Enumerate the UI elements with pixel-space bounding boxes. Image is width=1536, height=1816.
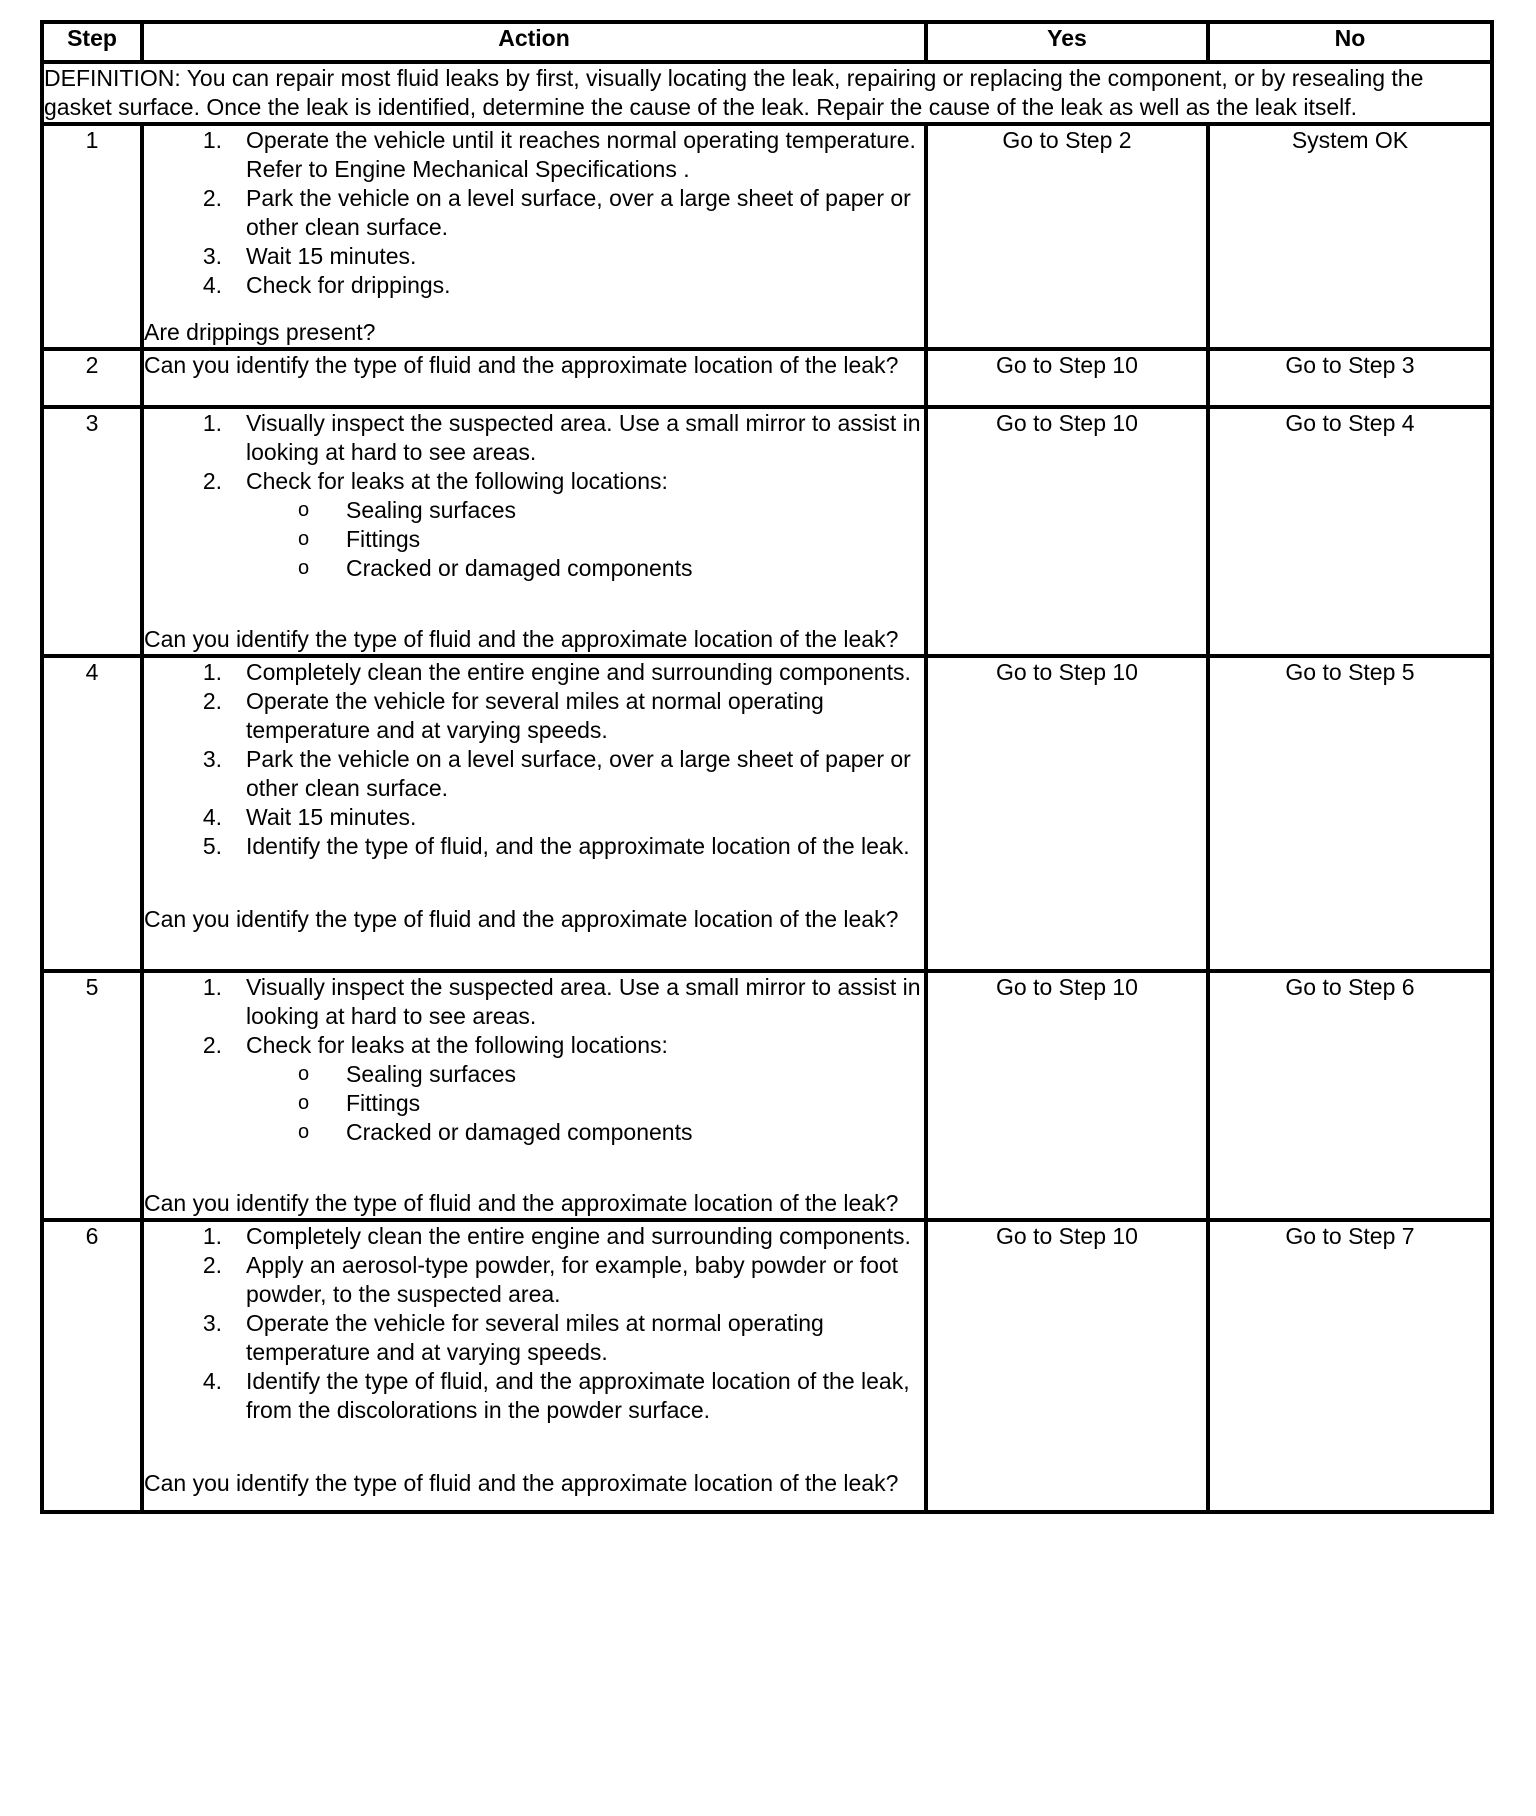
action-list-item bbox=[144, 832, 924, 861]
location-list bbox=[246, 496, 924, 583]
header-action: Action bbox=[142, 22, 926, 62]
action-list-item bbox=[144, 1309, 924, 1367]
location-item bbox=[246, 1118, 924, 1147]
definition-row bbox=[42, 62, 1492, 124]
step-row bbox=[42, 971, 1492, 1220]
action-list bbox=[144, 658, 924, 861]
list-text: Wait 15 minutes. bbox=[246, 804, 417, 830]
action-cell bbox=[142, 124, 926, 349]
no-result: Go to Step 7 bbox=[1208, 1220, 1492, 1512]
header-step: Step bbox=[42, 22, 142, 62]
list-text: Visually inspect the suspected area. Use a small mirror to assist in looking at hard to see areas. bbox=[246, 410, 921, 465]
location-item bbox=[246, 496, 924, 525]
action-list bbox=[144, 126, 924, 300]
step-number: 6 bbox=[42, 1220, 142, 1512]
step-question: Can you identify the type of fluid and the approximate location of the leak? bbox=[144, 906, 899, 932]
list-text: Identify the type of fluid, and the approximate location of the leak, from the discolorations in the powder surface. bbox=[246, 1368, 910, 1423]
step-row bbox=[42, 1220, 1492, 1512]
list-number: 4. bbox=[202, 272, 222, 298]
action-list-item bbox=[144, 745, 924, 803]
list-text: Check for leaks at the following locations: bbox=[246, 1032, 668, 1058]
action-cell bbox=[142, 656, 926, 971]
action-cell bbox=[142, 407, 926, 656]
step-number: 4 bbox=[42, 656, 142, 971]
list-number: 4. bbox=[202, 1368, 222, 1394]
location-item bbox=[246, 1060, 924, 1089]
yes-result: Go to Step 10 bbox=[926, 656, 1208, 971]
action-cell bbox=[142, 1220, 926, 1512]
step-number: 5 bbox=[42, 971, 142, 1220]
action-list-item bbox=[144, 242, 924, 271]
action-list-item bbox=[144, 271, 924, 300]
reference-note: Refer to Engine Mechanical Specifications . bbox=[246, 156, 690, 182]
step-question: Are drippings present? bbox=[144, 319, 376, 345]
action-list-item bbox=[144, 1031, 924, 1147]
location-text: Sealing surfaces bbox=[346, 497, 517, 523]
bullet-icon: o bbox=[298, 1063, 310, 1085]
location-list bbox=[246, 1060, 924, 1147]
action-list-item bbox=[144, 1251, 924, 1309]
location-item bbox=[246, 554, 924, 583]
no-result: Go to Step 5 bbox=[1208, 656, 1492, 971]
location-item bbox=[246, 1089, 924, 1118]
list-text: Completely clean the entire engine and surrounding components. bbox=[246, 1223, 911, 1249]
list-text: Completely clean the entire engine and surrounding components. bbox=[246, 659, 911, 685]
action-list-item bbox=[144, 973, 924, 1031]
action-list-item bbox=[144, 1222, 924, 1251]
list-text: Visually inspect the suspected area. Use a small mirror to assist in looking at hard to see areas. bbox=[246, 974, 921, 1029]
header-yes: Yes bbox=[926, 22, 1208, 62]
list-text: Check for leaks at the following locations: bbox=[246, 468, 668, 494]
step-question: Can you identify the type of fluid and the approximate location of the leak? bbox=[144, 352, 899, 378]
step-question: Can you identify the type of fluid and the approximate location of the leak? bbox=[144, 1470, 899, 1496]
list-text: Check for drippings. bbox=[246, 272, 451, 298]
yes-result: Go to Step 10 bbox=[926, 407, 1208, 656]
step-number: 2 bbox=[42, 349, 142, 407]
location-text: Fittings bbox=[346, 526, 421, 552]
no-result: System OK bbox=[1208, 124, 1492, 349]
list-number: 1. bbox=[202, 410, 222, 436]
action-list bbox=[144, 409, 924, 583]
step-number: 3 bbox=[42, 407, 142, 656]
location-text: Cracked or damaged components bbox=[346, 1119, 693, 1145]
location-text: Fittings bbox=[346, 1090, 421, 1116]
yes-result: Go to Step 10 bbox=[926, 1220, 1208, 1512]
list-number: 5. bbox=[202, 833, 222, 859]
list-number: 3. bbox=[202, 1310, 222, 1336]
bullet-icon: o bbox=[298, 1092, 310, 1114]
bullet-icon: o bbox=[298, 557, 310, 579]
header-no: No bbox=[1208, 22, 1492, 62]
action-list-item bbox=[144, 687, 924, 745]
step-row bbox=[42, 124, 1492, 349]
list-number: 3. bbox=[202, 746, 222, 772]
action-list-item bbox=[144, 409, 924, 467]
yes-result: Go to Step 10 bbox=[926, 349, 1208, 407]
list-text: Park the vehicle on a level surface, over a large sheet of paper or other clean surface. bbox=[246, 185, 911, 240]
step-row bbox=[42, 349, 1492, 407]
list-text: Operate the vehicle for several miles at normal operating temperature and at varying speeds. bbox=[246, 1310, 824, 1365]
action-list-item bbox=[144, 184, 924, 242]
list-number: 1. bbox=[202, 1223, 222, 1249]
no-result: Go to Step 6 bbox=[1208, 971, 1492, 1220]
list-number: 3. bbox=[202, 243, 222, 269]
action-list-item bbox=[144, 658, 924, 687]
location-text: Cracked or damaged components bbox=[346, 555, 693, 581]
list-text: Identify the type of fluid, and the approximate location of the leak. bbox=[246, 833, 910, 859]
action-list-item bbox=[144, 126, 924, 184]
list-number: 4. bbox=[202, 804, 222, 830]
step-number: 1 bbox=[42, 124, 142, 349]
action-list bbox=[144, 1222, 924, 1425]
step-row bbox=[42, 656, 1492, 971]
list-text: Wait 15 minutes. bbox=[246, 243, 417, 269]
list-number: 1. bbox=[202, 659, 222, 685]
definition-text: DEFINITION: You can repair most fluid leaks by first, visually locating the leak, repairing or replacing the component, or by resealing the gasket surface. Once the leak is identified, determine the cause of the leak. Repair the cause of the leak as well as the leak itself. bbox=[42, 62, 1492, 124]
action-list-item bbox=[144, 803, 924, 832]
list-number: 2. bbox=[202, 1252, 222, 1278]
step-question: Can you identify the type of fluid and the approximate location of the leak? bbox=[144, 626, 899, 652]
list-number: 1. bbox=[202, 127, 222, 153]
bullet-icon: o bbox=[298, 528, 310, 550]
yes-result: Go to Step 2 bbox=[926, 124, 1208, 349]
yes-result: Go to Step 10 bbox=[926, 971, 1208, 1220]
header-row bbox=[42, 22, 1492, 62]
list-number: 1. bbox=[202, 974, 222, 1000]
location-text: Sealing surfaces bbox=[346, 1061, 517, 1087]
action-list-item bbox=[144, 1367, 924, 1425]
list-number: 2. bbox=[202, 468, 222, 494]
diagnostic-table bbox=[40, 20, 1494, 1514]
bullet-icon: o bbox=[298, 1121, 310, 1143]
list-text: Apply an aerosol-type powder, for example, baby powder or foot powder, to the suspected area. bbox=[246, 1252, 899, 1307]
step-question: Can you identify the type of fluid and the approximate location of the leak? bbox=[144, 1190, 899, 1216]
list-number: 2. bbox=[202, 1032, 222, 1058]
list-text: Operate the vehicle until it reaches normal operating temperature. bbox=[246, 127, 916, 153]
action-cell bbox=[142, 349, 926, 407]
location-item bbox=[246, 525, 924, 554]
list-number: 2. bbox=[202, 688, 222, 714]
action-list bbox=[144, 973, 924, 1147]
action-cell bbox=[142, 971, 926, 1220]
action-list-item bbox=[144, 467, 924, 583]
no-result: Go to Step 4 bbox=[1208, 407, 1492, 656]
list-text: Operate the vehicle for several miles at normal operating temperature and at varying speeds. bbox=[246, 688, 824, 743]
list-number: 2. bbox=[202, 185, 222, 211]
list-text: Park the vehicle on a level surface, over a large sheet of paper or other clean surface. bbox=[246, 746, 911, 801]
step-row bbox=[42, 407, 1492, 656]
bullet-icon: o bbox=[298, 499, 310, 521]
no-result: Go to Step 3 bbox=[1208, 349, 1492, 407]
